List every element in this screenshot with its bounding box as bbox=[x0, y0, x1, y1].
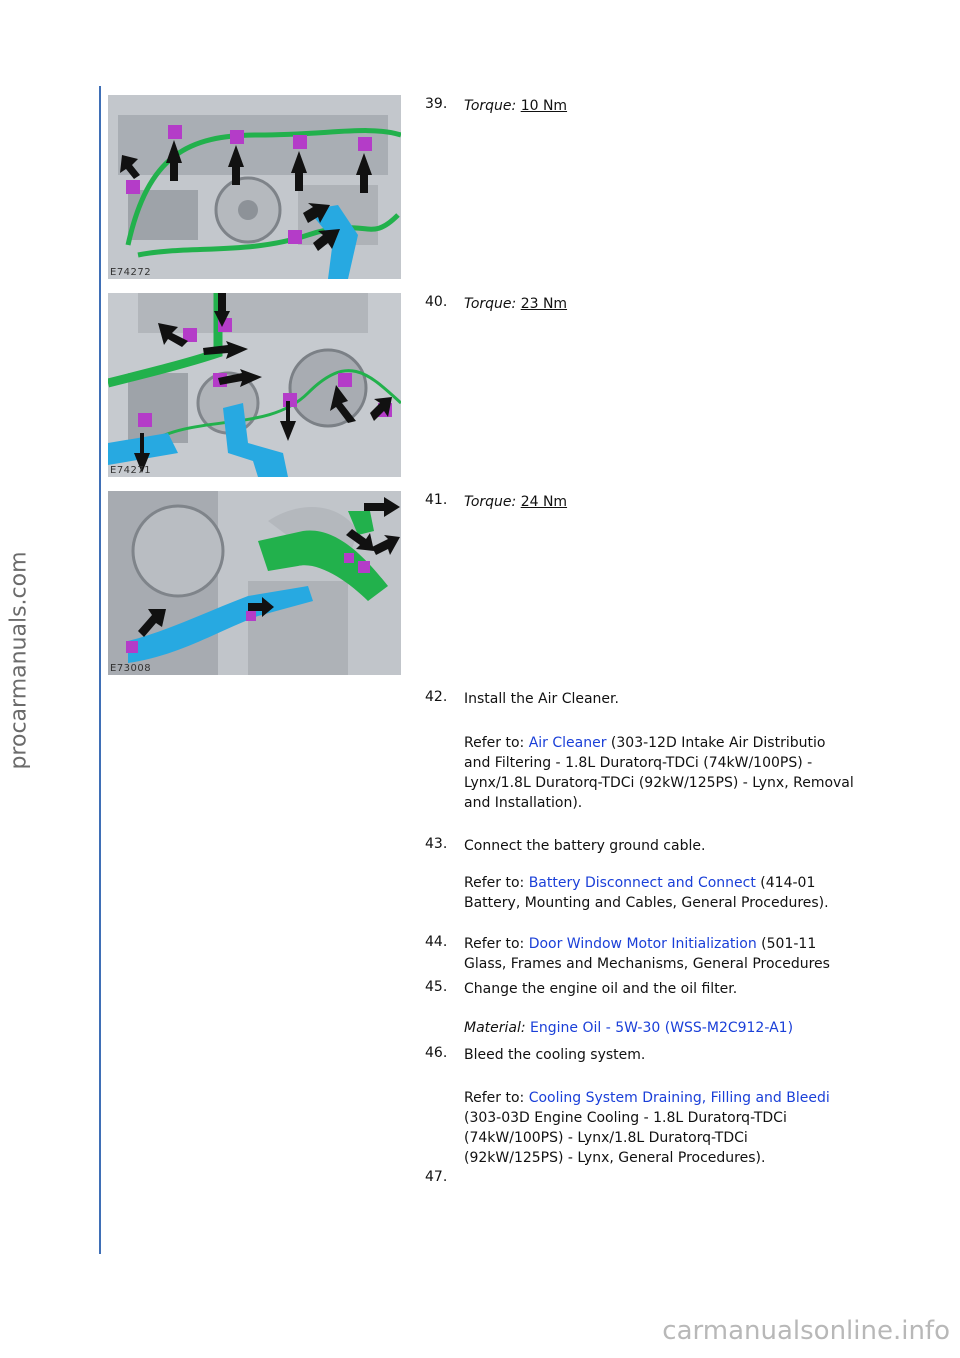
door-window-motor-link[interactable]: Door Window Motor Initialization bbox=[528, 936, 757, 952]
step-40-torque bbox=[464, 294, 884, 314]
material-line bbox=[464, 1018, 884, 1038]
step-number: 43. bbox=[425, 836, 448, 852]
engine-illustration-3 bbox=[108, 491, 401, 675]
step-number: 41. bbox=[425, 492, 448, 508]
step-text: Bleed the cooling system. bbox=[464, 1047, 646, 1063]
refer-to-label: Refer to: bbox=[464, 735, 529, 751]
figure-engine-harness-connectors bbox=[108, 95, 401, 279]
refer-to-label: Refer to: bbox=[464, 936, 529, 952]
watermark-procarmanuals-text: procarmanuals.com bbox=[6, 550, 32, 770]
figure-code: E74272 bbox=[110, 267, 152, 278]
engine-oil-link[interactable]: Engine Oil - 5W-30 (WSS-M2C912-A1) bbox=[530, 1020, 794, 1036]
figure-intake-hose bbox=[108, 491, 401, 675]
refer-to-continuation: and Filtering - 1.8L Duratorq-TDCi (74kW/100PS) - Lynx/1.8L Duratorq-TDCi (92kW/125PS) - Lynx, Removal and Installation). bbox=[464, 755, 854, 811]
watermark-procarmanuals bbox=[4, 550, 34, 770]
torque-value: 23 Nm bbox=[520, 296, 568, 312]
refer-to-line bbox=[464, 733, 884, 753]
torque-label: Torque: bbox=[464, 98, 517, 114]
step-number: 42. bbox=[425, 689, 448, 705]
step-text: Connect the battery ground cable. bbox=[464, 838, 706, 854]
figure-turbo-connectors bbox=[108, 293, 401, 477]
refer-to-detail: (303-12D Intake Air Distributio bbox=[606, 735, 826, 751]
refer-to-continuation: (303-03D Engine Cooling - 1.8L Duratorq-TDCi (74kW/100PS) - Lynx/1.8L Duratorq-TDCi (92kW/125PS) - Lynx, General Procedures). bbox=[464, 1110, 787, 1166]
figure-code: E74271 bbox=[110, 465, 152, 476]
step-number: 39. bbox=[425, 96, 448, 112]
refer-to-line bbox=[464, 873, 884, 893]
step-number: 40. bbox=[425, 294, 448, 310]
step-number: 45. bbox=[425, 979, 448, 995]
figure-code: E73008 bbox=[110, 663, 152, 674]
step-text: Change the engine oil and the oil filter. bbox=[464, 981, 738, 997]
step-41-torque bbox=[464, 492, 884, 512]
refer-to-line bbox=[464, 934, 884, 954]
refer-to-label: Refer to: bbox=[464, 875, 529, 891]
refer-to-detail: (501-11 bbox=[756, 936, 817, 952]
torque-label: Torque: bbox=[464, 494, 517, 510]
torque-label: Torque: bbox=[464, 296, 517, 312]
step-39-torque bbox=[464, 96, 884, 116]
left-margin-rule bbox=[99, 86, 101, 1254]
watermark-carmanualsonline: carmanualsonline.info bbox=[662, 1316, 950, 1346]
step-text: Install the Air Cleaner. bbox=[464, 691, 619, 707]
torque-value: 10 Nm bbox=[520, 98, 568, 114]
step-number: 47. bbox=[425, 1169, 448, 1185]
step-number: 44. bbox=[425, 934, 448, 950]
torque-value: 24 Nm bbox=[520, 494, 568, 510]
air-cleaner-link[interactable]: Air Cleaner bbox=[528, 735, 607, 751]
refer-to-continuation: Glass, Frames and Mechanisms, General Procedures bbox=[464, 956, 830, 972]
cooling-system-link[interactable]: Cooling System Draining, Filling and Bleedi bbox=[528, 1090, 830, 1106]
refer-to-line bbox=[464, 1088, 884, 1108]
engine-illustration-2 bbox=[108, 293, 401, 477]
battery-disconnect-link[interactable]: Battery Disconnect and Connect bbox=[528, 875, 756, 891]
refer-to-label: Refer to: bbox=[464, 1090, 529, 1106]
refer-to-continuation: Battery, Mounting and Cables, General Procedures). bbox=[464, 895, 829, 911]
refer-to-detail: (414-01 bbox=[755, 875, 816, 891]
material-label: Material: bbox=[464, 1020, 526, 1036]
engine-illustration-1 bbox=[108, 95, 401, 279]
step-number: 46. bbox=[425, 1045, 448, 1061]
